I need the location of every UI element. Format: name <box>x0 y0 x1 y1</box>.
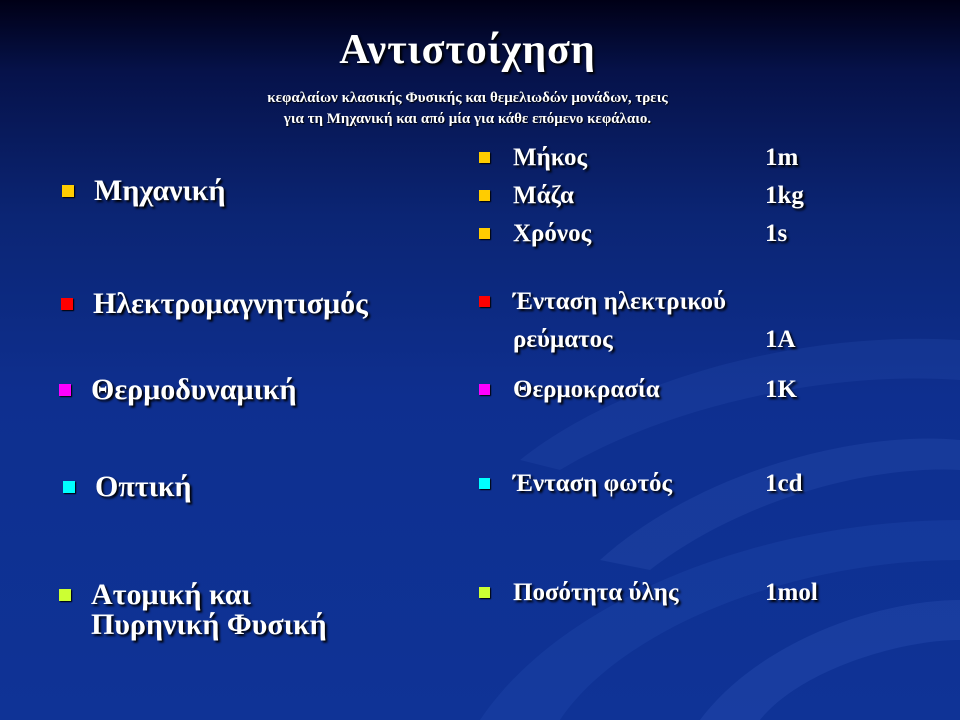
square-bullet-icon <box>479 296 490 307</box>
square-bullet-icon <box>63 481 75 493</box>
quantity-unit: 1K <box>765 376 797 403</box>
subtitle-line-2: για τη Μηχανική και από μία για κάθε επόμενο κεφάλαιο. <box>283 111 652 127</box>
quantity-name: Ένταση φωτός <box>513 470 673 497</box>
chapter-optics <box>95 472 192 502</box>
quantity-time <box>513 215 788 253</box>
square-bullet-icon <box>479 152 490 163</box>
chapter-atomic-nuclear <box>91 580 327 640</box>
chapter-label: Οπτική <box>95 470 192 503</box>
square-bullet-icon <box>479 587 490 598</box>
quantity-amount-of-substance <box>513 574 818 612</box>
quantity-unit: 1mol <box>765 579 818 606</box>
quantity-unit: 1A <box>765 326 796 353</box>
chapter-label-line-2: Πυρηνική Φυσική <box>91 608 327 641</box>
square-bullet-icon <box>61 298 73 310</box>
quantity-name: Θερμοκρασία <box>513 376 660 403</box>
chapter-mechanics <box>94 176 225 206</box>
quantity-name-line-2: ρεύματος <box>513 326 613 353</box>
chapter-label: Ηλεκτρομαγνητισμός <box>93 287 368 320</box>
quantity-name: Χρόνος <box>513 220 592 247</box>
quantity-mass <box>513 177 804 215</box>
square-bullet-icon <box>62 185 74 197</box>
quantity-unit: 1m <box>765 144 799 171</box>
slide-title: Αντιστοίχηση <box>339 27 596 73</box>
chapter-label-line-1: Ατομική και <box>91 578 251 611</box>
subtitle-line-1: κεφαλαίων κλασικής Φυσικής και θεμελιωδών μονάδων, τρεις <box>267 90 668 106</box>
chapter-label: Μηχανική <box>94 174 226 207</box>
quantity-electric-current <box>513 283 796 359</box>
chapter-electromagnetism <box>93 289 368 319</box>
slide-subtitle <box>0 88 935 130</box>
quantity-unit: 1cd <box>765 470 803 497</box>
quantity-length <box>513 139 799 177</box>
quantity-unit: 1s <box>765 220 788 247</box>
quantity-name: Μάζα <box>513 182 574 209</box>
square-bullet-icon <box>479 478 490 489</box>
chapter-label: Θερμοδυναμική <box>91 373 297 406</box>
quantity-unit: 1kg <box>765 182 804 209</box>
chapter-thermodynamics <box>91 375 297 405</box>
quantity-name-line-1: Ένταση ηλεκτρικού <box>513 288 726 315</box>
square-bullet-icon <box>59 384 71 396</box>
quantity-name: Ποσότητα ύλης <box>513 579 679 606</box>
square-bullet-icon <box>479 384 490 395</box>
square-bullet-icon <box>59 589 71 601</box>
quantity-temperature <box>513 371 797 409</box>
quantity-luminous-intensity <box>513 465 803 503</box>
square-bullet-icon <box>479 228 490 239</box>
square-bullet-icon <box>479 190 490 201</box>
quantity-name: Μήκος <box>513 144 587 171</box>
